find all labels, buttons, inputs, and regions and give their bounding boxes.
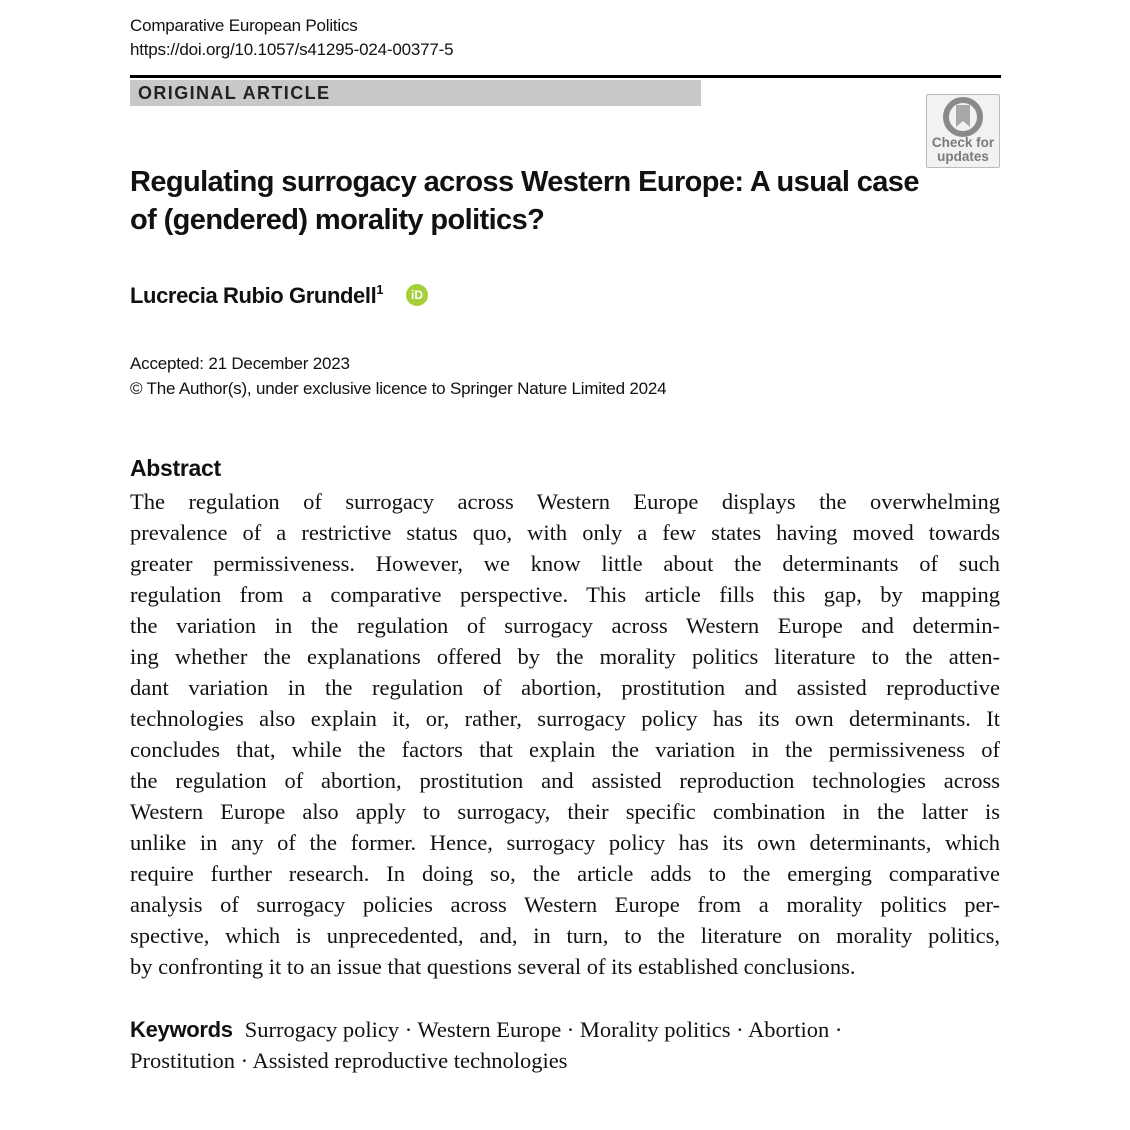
abstract-line: concludes that, while the factors that explain the variation in the permissiveness of [130,737,1000,762]
abstract-line: Western Europe also apply to surrogacy, their specific combination in the latter is [130,799,1000,824]
author-name[interactable]: Lucrecia Rubio Grundell$^1$ [130,282,384,308]
abstract-line: greater permissiveness. However, we know little about the determinants of such [130,551,1000,576]
keywords-line: Prostitution · Assisted reproductive technologies [130,1048,568,1073]
keywords-line: Surrogacy policy · Western Europe · Morality politics · Abortion · [244,1017,843,1042]
check-for-updates-icon [942,97,984,137]
abstract-line: ing whether the explanations offered by the morality politics literature to the atten- [130,644,1000,669]
abstract-line: technologies also explain it, or, rather, surrogacy policy has its own determinants. It [130,706,1000,731]
abstract-line: unlike in any of the former. Hence, surrogacy policy has its own determinants, which [130,830,1000,855]
journal-name: Comparative European Politics [130,16,358,35]
doi-link[interactable]: https://doi.org/10.1057/s41295-024-00377-5 [130,40,454,59]
check-for-updates-button[interactable] [926,94,1000,168]
copyright-notice: © The Author(s), under exclusive licence to Springer Nature Limited 2024 [130,379,667,398]
journal-header [130,14,453,62]
orcid-icon[interactable]: iD [406,284,428,306]
abstract-line: analysis of surrogacy policies across Western Europe from a morality politics per- [130,892,1000,917]
abstract-line: prevalence of a restrictive status quo, with only a few states having moved towards [130,520,1000,545]
keywords-section [130,1014,1000,1076]
abstract-line: The regulation of surrogacy across Western Europe displays the overwhelming [130,489,1000,514]
abstract-line: spective, which is unprecedented, and, in turn, to the literature on morality politics, [130,923,1000,948]
abstract-body [130,486,1000,982]
header-rule [130,75,1001,78]
abstract-line: dant variation in the regulation of abortion, prostitution and assisted reproductive [130,675,1000,700]
abstract-line: require further research. In doing so, the article adds to the emerging comparative [130,861,1000,886]
article-type-band [130,80,701,106]
affiliation-marker: 1 [376,282,384,297]
accepted-date: Accepted: 21 December 2023 [130,354,350,373]
article-title: Regulating surrogacy across Western Europe: A usual case of (gendered) morality politics? [130,166,919,236]
abstract-line: the regulation of abortion, prostitution and assisted reproduction technologies across [130,768,1000,793]
abstract-line: the variation in the regulation of surrogacy across Western Europe and determin- [130,613,1000,638]
keywords-label: Keywords [130,1017,233,1042]
publication-info [130,351,666,401]
abstract-heading: Abstract [130,455,221,481]
abstract-line: regulation from a comparative perspective. This article fills this gap, by mapping [130,582,1000,607]
article-type-label: ORIGINAL ARTICLE [138,83,331,103]
check-for-updates-label: Check for updates [931,135,995,164]
abstract-line: by confronting it to an issue that questions several of its established conclusions. [130,954,856,979]
